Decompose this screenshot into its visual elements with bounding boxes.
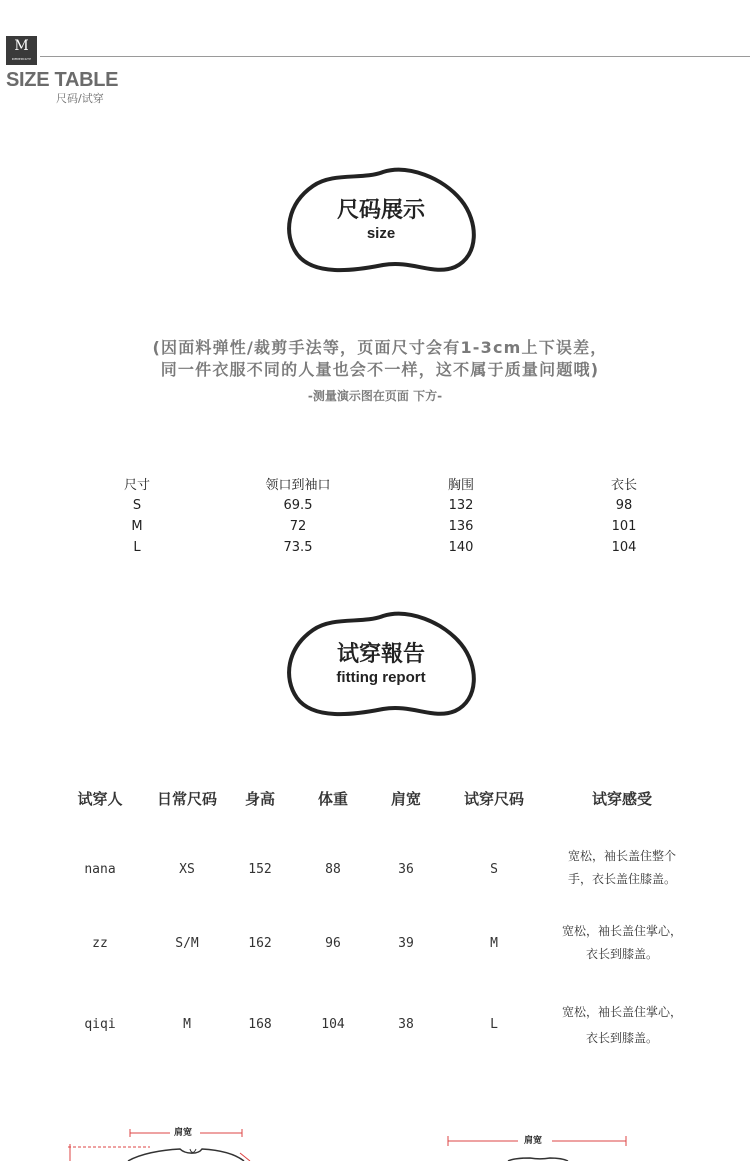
size-cell: 72: [289, 519, 307, 534]
fitting-section-subtitle: fitting report: [336, 669, 426, 686]
size-cell: S: [132, 498, 142, 513]
fr-cell-weight: 96: [325, 936, 341, 951]
fr-cell-shoulder: 39: [398, 936, 414, 951]
fr-cell-height: 162: [248, 936, 272, 951]
size-cell: 140: [448, 540, 474, 555]
fr-cell-feel-2: 衣长到膝盖。: [585, 1031, 658, 1045]
diagram-right-label: 肩宽: [524, 1136, 543, 1146]
brand-logo: [6, 36, 37, 65]
fr-cell-height: 152: [248, 862, 272, 877]
garment-outline-icon: [60, 1120, 270, 1161]
fr-header-height: 身高: [244, 790, 275, 808]
logo-letter: M: [14, 38, 29, 54]
page-subtitle: 尺码/试穿: [56, 92, 104, 105]
fr-cell-feel-2: 手，衣长盖住膝盖。: [567, 872, 676, 886]
size-cell: 98: [615, 498, 633, 513]
measurement-diagram-right: [440, 1128, 640, 1161]
fr-cell-fit-size: M: [490, 936, 498, 951]
header-divider: [40, 56, 750, 57]
size-header-chest: 胸围: [447, 478, 474, 493]
fr-cell-daily: M: [183, 1017, 191, 1032]
size-section-badge: [283, 164, 479, 274]
size-cell: 101: [611, 519, 637, 534]
diagram-left-label: 肩宽: [174, 1128, 193, 1138]
fr-cell-feel-1: 宽松，袖长盖住掌心，: [561, 1005, 682, 1019]
fr-cell-shoulder: 36: [398, 862, 414, 877]
logo-subtext: ɪᴍᴍᴇᴅɪᴀᴛᴇ: [11, 57, 32, 61]
size-cell: 136: [448, 519, 474, 534]
measurement-diagram-left: [60, 1120, 270, 1161]
fr-cell-shoulder: 38: [398, 1017, 414, 1032]
size-cell: 132: [448, 498, 474, 513]
fr-cell-height: 168: [248, 1017, 272, 1032]
fr-header-daily-size: 日常尺码: [156, 790, 217, 808]
note-line-3: -测量演示图在页面 下方-: [307, 389, 443, 403]
fr-header-shoulder: 肩宽: [390, 790, 421, 808]
fr-header-feel: 试穿感受: [591, 790, 652, 808]
fr-cell-daily: XS: [179, 862, 195, 877]
fr-cell-fit-size: L: [490, 1017, 498, 1032]
size-header-sleeve: 领口到袖口: [265, 478, 331, 493]
size-header-length: 衣长: [610, 478, 637, 493]
fr-header-weight: 体重: [317, 790, 348, 808]
fitting-section-badge: [283, 608, 479, 718]
fr-cell-name: zz: [92, 936, 108, 951]
fr-cell-name: qiqi: [84, 1017, 116, 1032]
fitting-section-title: 试穿報告: [336, 642, 425, 667]
size-section-subtitle: size: [366, 225, 396, 242]
fr-header-tester: 试穿人: [77, 790, 123, 808]
size-cell: L: [133, 540, 141, 555]
size-cell: 104: [611, 540, 637, 555]
size-cell: 73.5: [283, 540, 313, 555]
page-title: SIZE TABLE: [6, 69, 119, 91]
size-cell: 69.5: [283, 498, 313, 513]
fr-cell-daily: S/M: [175, 936, 199, 951]
fr-cell-feel-1: 宽松，袖长盖住整个: [567, 849, 676, 863]
fr-cell-feel-1: 宽松，袖长盖住掌心，: [561, 924, 682, 938]
fr-cell-feel-2: 衣长到膝盖。: [585, 947, 658, 961]
fr-cell-weight: 88: [325, 862, 341, 877]
fr-cell-weight: 104: [321, 1017, 345, 1032]
fr-cell-name: nana: [84, 862, 116, 877]
size-cell: M: [131, 519, 143, 534]
note-line-1: (因面料弹性/裁剪手法等，页面尺寸会有1-3cm上下误差，: [152, 338, 608, 357]
fr-cell-fit-size: S: [490, 862, 498, 877]
size-header-size: 尺寸: [123, 478, 150, 493]
fr-header-fit-size: 试穿尺码: [463, 790, 524, 808]
size-section-title: 尺码展示: [336, 198, 425, 223]
note-line-2: 同一件衣服不同的人量也会不一样，这不属于质量问题哦): [160, 360, 600, 379]
